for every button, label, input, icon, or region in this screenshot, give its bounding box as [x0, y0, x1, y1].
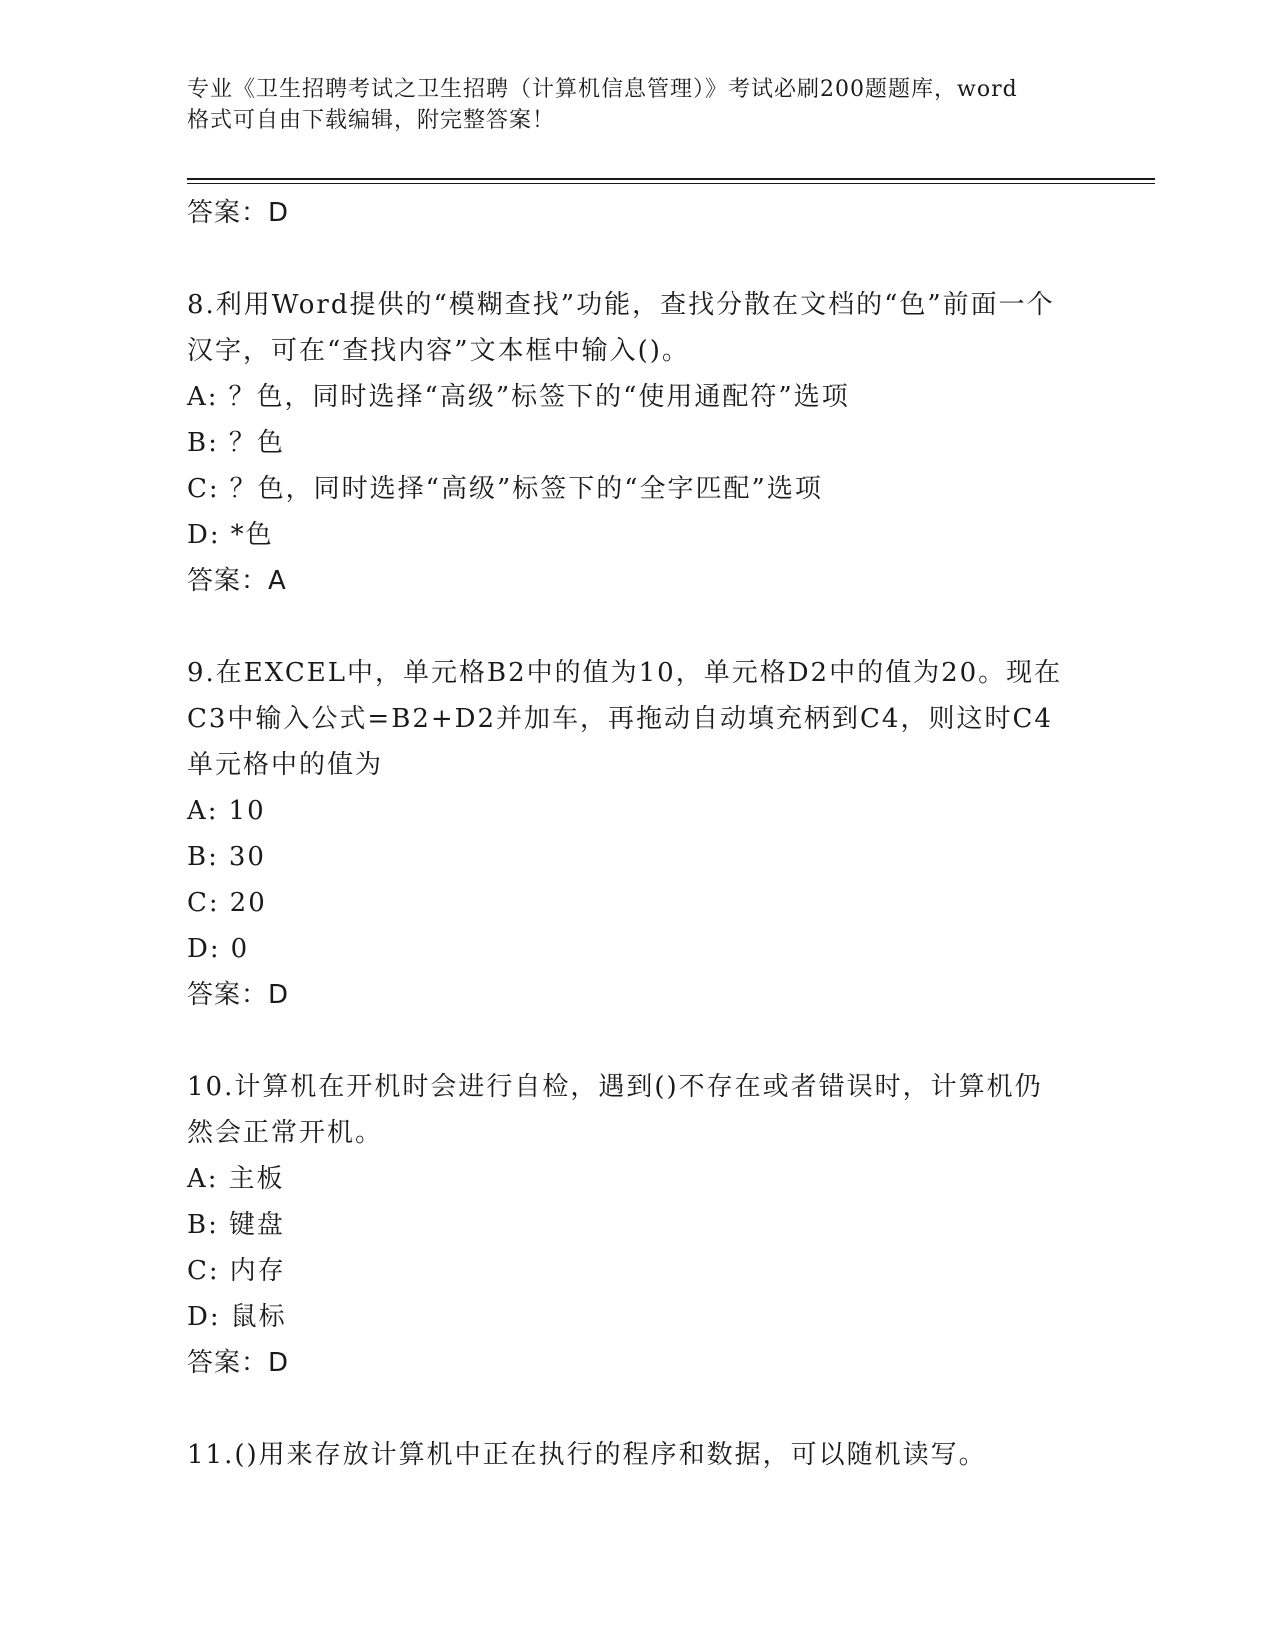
option-value: *色	[230, 520, 274, 550]
question-list	[187, 190, 1067, 1478]
option-value: ？色	[228, 428, 285, 458]
option-b	[187, 420, 1067, 466]
option-key: C:	[187, 888, 220, 918]
option-key: D:	[187, 520, 221, 550]
option-value: 内存	[229, 1256, 286, 1286]
question-10	[187, 1064, 1067, 1386]
header-title-line-1: 专业《卫生招聘考试之卫生招聘（计算机信息管理）》考试必刷200题题库，word	[187, 77, 1018, 102]
header-divider	[187, 178, 1155, 180]
question-text: 9.在EXCEL中，单元格B2中的值为10，单元格D2中的值为20。现在C3中输入公式=B2+D2并加车，再拖动自动填充柄到C4，则这时C4单元格中的值为	[187, 658, 1063, 780]
option-key: D:	[187, 934, 221, 964]
option-d	[187, 512, 1067, 558]
option-a	[187, 788, 1067, 834]
option-c	[187, 880, 1067, 926]
option-b	[187, 834, 1067, 880]
option-value: 20	[229, 888, 267, 918]
option-c	[187, 466, 1067, 512]
header-title-line-2: 格式可自由下载编辑，附完整答案！	[187, 108, 556, 133]
question-9	[187, 650, 1067, 1018]
option-value: 鼠标	[230, 1302, 287, 1332]
answer-q7: 答案：D	[187, 198, 290, 228]
answer-q9: 答案：D	[187, 980, 290, 1010]
option-b	[187, 1202, 1067, 1248]
option-a	[187, 374, 1067, 420]
option-a	[187, 1156, 1067, 1202]
question-11	[187, 1432, 1067, 1478]
option-key: A:	[187, 796, 219, 826]
option-value: 0	[230, 934, 250, 964]
option-value: 30	[228, 842, 266, 872]
option-key: B:	[187, 842, 219, 872]
option-key: B:	[187, 1210, 219, 1240]
option-d	[187, 1294, 1067, 1340]
option-key: D:	[187, 1302, 221, 1332]
option-key: A:	[187, 1164, 219, 1194]
option-value: 键盘	[228, 1210, 285, 1240]
answer-q8: 答案：A	[187, 566, 287, 596]
option-key: A:	[187, 382, 219, 412]
option-value: ？色，同时选择“高级”标签下的“使用通配符”选项	[228, 382, 850, 412]
page-header	[187, 74, 1087, 136]
option-d	[187, 926, 1067, 972]
question-text: 11.()用来存放计算机中正在执行的程序和数据，可以随机读写。	[187, 1440, 987, 1470]
option-key: C:	[187, 1256, 220, 1286]
option-key: C:	[187, 474, 220, 504]
option-value: 主板	[228, 1164, 285, 1194]
option-value: ？色，同时选择“高级”标签下的“全字匹配”选项	[229, 474, 823, 504]
header-divider-thin	[187, 183, 1155, 184]
question-text: 8.利用Word提供的“模糊查找”功能，查找分散在文档的“色”前面一个汉字，可在“查找内容”文本框中输入()。	[187, 290, 1055, 366]
option-c	[187, 1248, 1067, 1294]
question-8	[187, 282, 1067, 604]
question-text: 10.计算机在开机时会进行自检，遇到()不存在或者错误时，计算机仍然会正常开机。	[187, 1072, 1043, 1148]
option-value: 10	[228, 796, 266, 826]
answer-q10: 答案：D	[187, 1348, 290, 1378]
option-key: B:	[187, 428, 219, 458]
